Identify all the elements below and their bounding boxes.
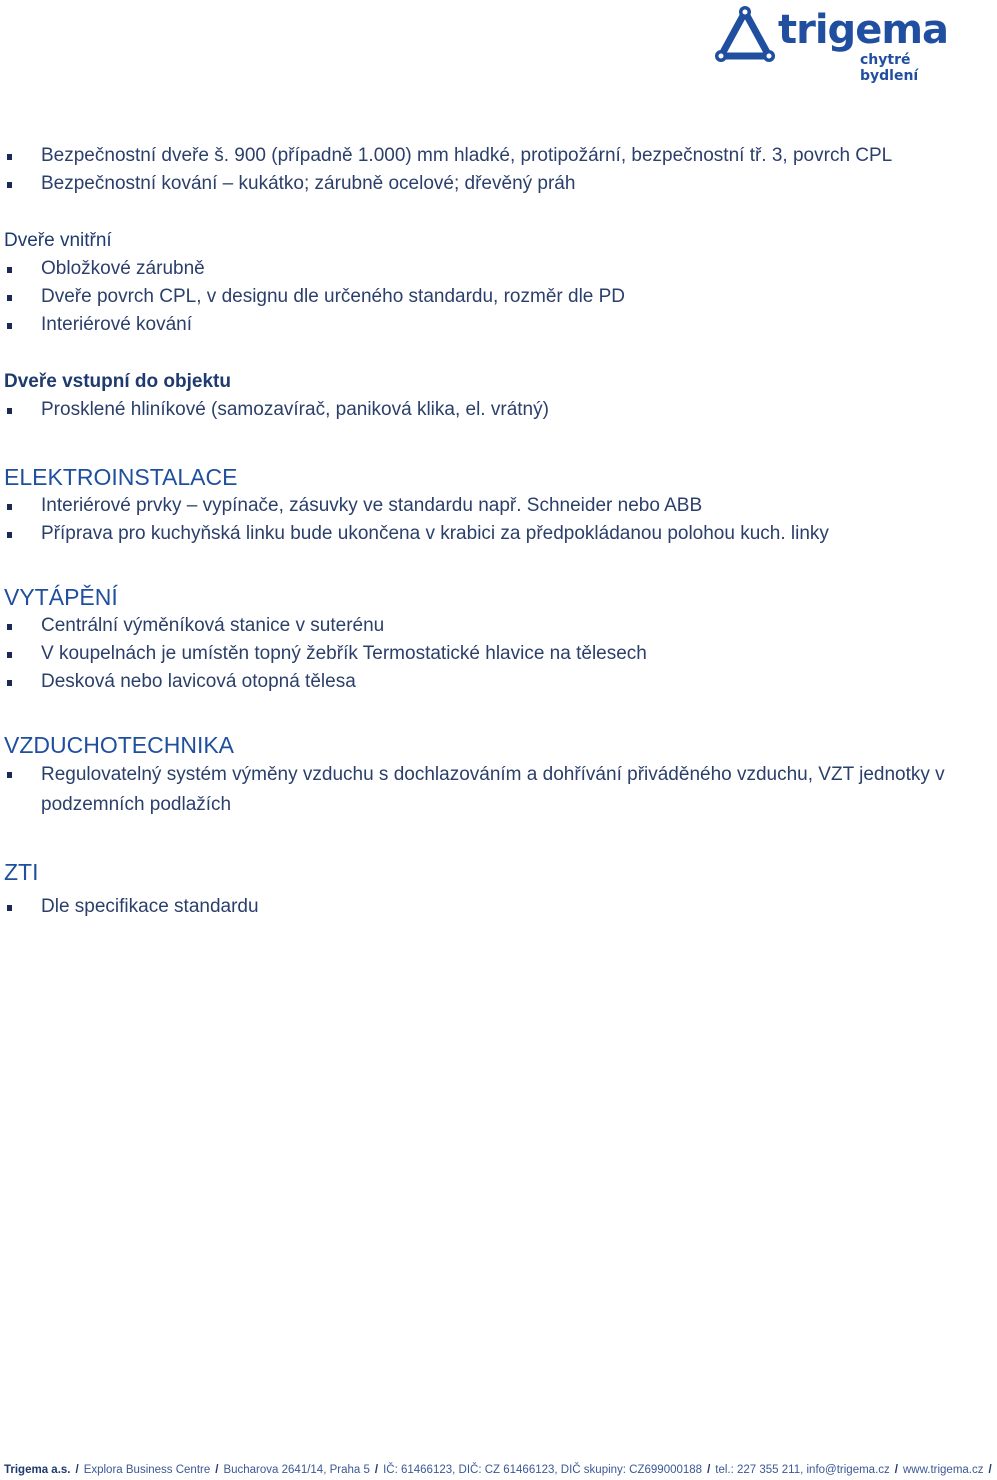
bullet-icon: [7, 182, 12, 188]
section-title-vytapeni: VYTÁPĚNÍ: [4, 584, 118, 610]
list-item-text: Interiérové prvky – vypínače, zásuvky ve standardu např. Schneider nebo ABB: [41, 495, 703, 516]
footer-building: Explora Business Centre: [83, 1464, 211, 1476]
list-item: [4, 142, 956, 170]
list-item-text: Desková nebo lavicová otopná tělesa: [41, 671, 356, 692]
page-footer: [4, 1462, 992, 1478]
list-item-text: Obložkové zárubně: [41, 258, 205, 279]
list-item: [4, 396, 956, 424]
bullet-icon: [7, 267, 12, 273]
footer-separator: /: [988, 1464, 992, 1476]
list-item-text: Dveře povrch CPL, v designu dle určeného standardu, rozměr dle PD: [41, 286, 626, 307]
subheading-dvere-vstupni: Dveře vstupní do objektu: [4, 371, 231, 392]
brand-name: trigema: [778, 7, 948, 53]
list-item: [4, 311, 956, 339]
brand-tagline: chytré bydlení: [860, 52, 919, 84]
list-item-text: Interiérové kování: [41, 314, 193, 335]
bullet-icon: [7, 295, 12, 301]
list-item-text: Bezpečnostní kování – kukátko; zárubně ocelové; dřevěný práh: [41, 173, 576, 194]
list-item-text: Příprava pro kuchyňská linku bude ukončena v krabici za předpokládanou polohou kuch. linky: [41, 523, 829, 544]
footer-separator: /: [374, 1464, 379, 1476]
footer-separator: /: [215, 1464, 219, 1476]
list-item-text: Regulovatelný systém výměny vzduchu s dochlazováním a dohřívání přiváděného vzduchu, VZT jednotky v podzemních podlažích: [41, 764, 945, 815]
list-item-text: Bezpečnostní dveře š. 900 (případně 1.000) mm hladké, protipožární, bezpečnostní tř. 3, povrch CPL: [41, 145, 893, 166]
footer-website-link[interactable]: www.trigema.cz: [902, 1464, 984, 1476]
bullet-icon: [7, 154, 12, 160]
list-item: [4, 283, 956, 311]
footer-separator: /: [894, 1464, 898, 1476]
footer-address: Bucharova 2641/14, Praha 5: [223, 1464, 370, 1476]
footer-separator: /: [75, 1464, 79, 1476]
list-item-text: Dle specifikace standardu: [41, 896, 259, 917]
bullet-icon: [7, 680, 12, 686]
bullet-icon: [7, 772, 12, 778]
footer-company: Trigema a.s.: [4, 1464, 71, 1476]
footer-separator: /: [707, 1464, 711, 1476]
list-item-text: Prosklené hliníkové (samozavírač, paniková klika, el. vrátný): [41, 399, 549, 420]
bullet-icon: [7, 905, 12, 911]
list-item-text: V koupelnách je umístěn topný žebřík Termostatické hlavice na tělesech: [41, 643, 647, 664]
section-title-vzduchotechnika: VZDUCHOTECHNIKA: [4, 732, 235, 758]
bullet-icon: [7, 504, 12, 510]
bullet-icon: [7, 408, 12, 414]
footer-contact[interactable]: tel.: 227 355 211, info@trigema.cz: [715, 1464, 890, 1476]
list-item: [4, 492, 956, 520]
bullet-icon: [7, 652, 12, 658]
trigema-logo-mark-icon: [714, 6, 776, 66]
bullet-icon: [7, 532, 12, 538]
section-title-elektroinstalace: ELEKTROINSTALACE: [4, 464, 238, 490]
trigema-logo: [714, 6, 954, 84]
list-item: [4, 170, 956, 198]
list-item: [4, 640, 956, 668]
list-item: [4, 612, 956, 640]
list-item: [4, 760, 956, 820]
bullet-icon: [7, 323, 12, 329]
list-item: [4, 255, 956, 283]
list-item: [4, 668, 956, 696]
list-item: [4, 520, 956, 548]
footer-ids: IČ: 61466123, DIČ: CZ 61466123, DIČ skupiny: CZ699000188: [383, 1464, 703, 1476]
bullet-icon: [7, 624, 12, 630]
list-item-text: Centrální výměníková stanice v suterénu: [41, 615, 385, 636]
specification-content: [4, 142, 956, 921]
subheading-dvere-vnitrni: Dveře vnitřní: [4, 230, 112, 251]
section-title-zti: ZTI: [4, 859, 39, 885]
list-item: [4, 893, 956, 921]
